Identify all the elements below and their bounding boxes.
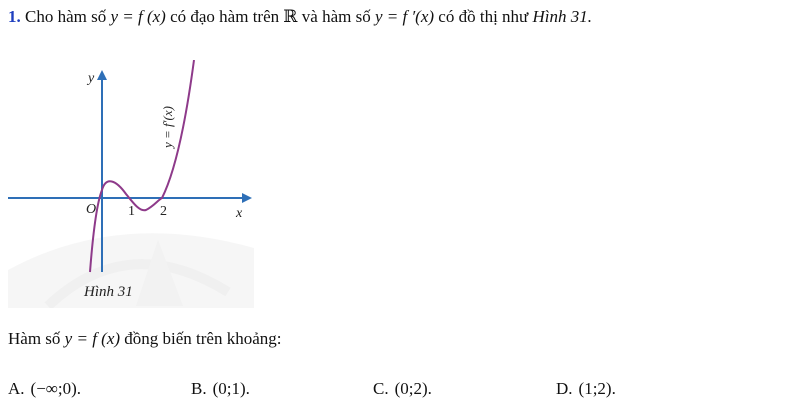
prompt-text-pre: Hàm số: [8, 329, 61, 348]
option-value: (0;2).: [394, 379, 432, 398]
real-numbers-symbol: ℝ: [283, 7, 298, 26]
question-prompt: [8, 329, 282, 349]
figure-hinh-31: [8, 60, 254, 308]
option-letter: B.: [191, 379, 207, 398]
derivative-graph: [8, 60, 254, 308]
origin-label: O: [86, 202, 97, 217]
question-text-mid3: có đồ thị như: [438, 7, 529, 26]
option-value: (0;1).: [212, 379, 250, 398]
question-statement: [8, 7, 592, 27]
function-expression: y = f (x): [110, 7, 166, 26]
option-b[interactable]: [191, 379, 250, 399]
option-letter: A.: [8, 379, 25, 398]
figure-caption: Hình 31: [84, 284, 133, 300]
prompt-text-post: đồng biến trên khoảng:: [124, 329, 282, 348]
figure-reference: Hình 31.: [532, 7, 593, 26]
option-letter: D.: [556, 379, 573, 398]
derivative-expression: y = f ′(x): [374, 7, 435, 26]
option-d[interactable]: [556, 379, 616, 399]
tick-label-2: 2: [160, 204, 167, 219]
question-text-mid1: có đạo hàm trên: [170, 7, 280, 26]
question-number: 1.: [8, 7, 21, 26]
option-value: (1;2).: [578, 379, 616, 398]
x-axis-arrow: [242, 193, 252, 203]
y-axis-label: y: [88, 71, 95, 86]
curve-label: y = f′(x): [160, 106, 175, 148]
option-letter: C.: [373, 379, 389, 398]
tick-label-1: 1: [128, 204, 135, 219]
question-text-mid2: và hàm số: [301, 7, 371, 26]
option-a[interactable]: [8, 379, 81, 399]
y-axis-arrow: [97, 70, 107, 80]
option-value: (−∞;0).: [30, 379, 82, 398]
prompt-function-expression: y = f (x): [64, 329, 121, 348]
question-text-pre: Cho hàm số: [25, 7, 107, 26]
option-c[interactable]: [373, 379, 432, 399]
x-axis-label: x: [236, 206, 243, 221]
